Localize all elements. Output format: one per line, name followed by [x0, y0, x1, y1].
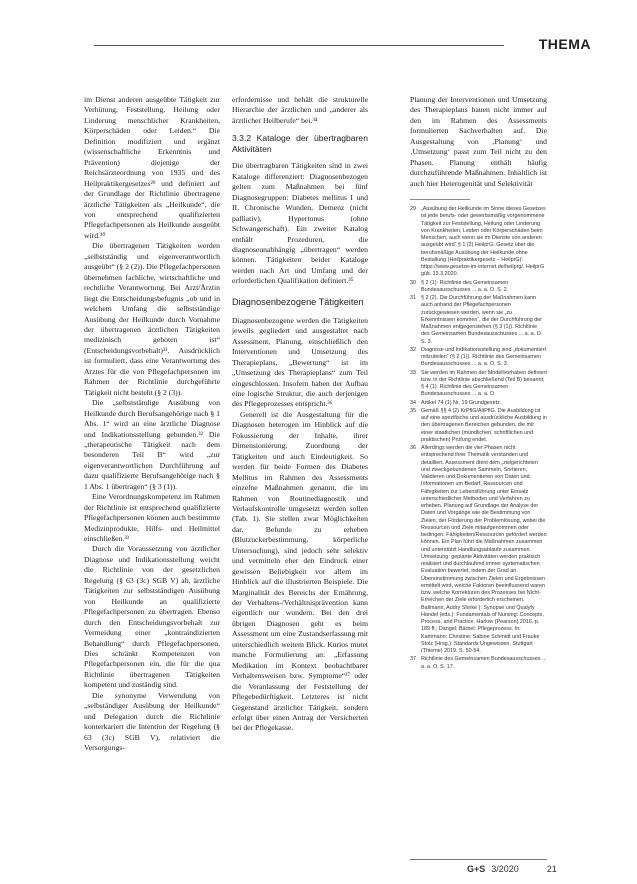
footnote-number: 36: [410, 445, 416, 452]
paragraph: im Dienst anderen ausgeübte Tätigkeit zur Verhütung, Feststellung, Heilung oder Linderung menschlicher Krankheiten, Körperschäden oder Leiden.“ Die Definition modifiziert und ergänzt (wissenschaftliche Erkenntnis und Prävention) diejenige der Reichsärzteordnung von 1935 und des Heilpraktikergesetzes²⁹ und definiert auf der Grundlage der Richtlinie übertragene ärztliche Tätigkeiten als „Heilkunde“, die von entsprechend qualifizierten Pflegefachpersonen als Heilkunde ausgeübt wird.³⁰: [84, 95, 220, 240]
footnote-number: 35: [410, 407, 416, 414]
footnote-number: 29: [410, 206, 416, 213]
paragraph: Die übertragenen Tätigkeiten werden „selbstständig und eigenverantwortlich ausgeübt“ (§ 2 (2)). Die Pflegefachpersonen übernehmen fachliche, wirtschaftliche und rechtliche Verantwortung. Bei Arzt/Ärztin liegt die Entscheidungsbefugnis „ob und in welchem Umfang die selbstständige Ausübung der Heilkunde durch Vornahme der übertragenen ärztlichen Tätigkeiten medizinisch geboten ist“ (Entscheidungsvorbehalt)³¹. Ausdrücklich ist formuliert, dass eine Verantwortung des Arztes für die von Pflegefachpersonen im Rahmen der Richtlinie durchgeführte Tätigkeit nicht besteht (§ 2 (3)).: [84, 241, 220, 397]
paragraph: Diagnosenbezogene werden die Tätigkeiten jeweils gegliedert und ausgestaltet nach Assessment, Planung, einschließlich den Interventionen und Umsetzung des Therapieplans, „Bewertung“ ist im „Umsetzung des Therapieplans“ zum Teil eingeschlossen. Insofern haben der Aufbau eine logische Struktur, die auch derjenigen des Pflegeprozesses entspricht.³⁶: [232, 315, 368, 409]
footnote-number: 37: [410, 656, 416, 663]
paragraph: Die „selbstständige Ausübung von Heilkunde durch Berufsangehörige nach § 1 Abs. 1“ wird an eine ärztliche Diagnose und Indikationsstellung gebunden.³² Die „therapeutische Tätigkeit nach dem besonderen Teil B“ wird „zur eigenverantwortlichen Durchführung auf dazu qualifizierte Berufsangehörige nach § 1 Abs. 1 übertragen“ (§ 3 (1)).: [84, 398, 220, 491]
footnote-number: 34: [410, 399, 416, 406]
footnote-text: Diagnose und Indikationsstellung sind „dokumentiert mitzuteilen“ (§ 2 (1)). Richtlinie des Gemeinsamen Bundesausschusses ... a. a. O. S. 3.: [421, 346, 546, 368]
footnote-text: § 2 (2). Die Durchführung der Maßnahmen kann auch anhand der Pflegefachpersonen zurückgewiesen werden, wenn sie „zu Erkenntnissen kommen“, die der Durchführung der Maßnahmen entgegenstehen (§ 3 (1)). Richtlinie des Gemeinsamen Bundesausschusses ... a. a. O. S. 3.: [421, 295, 543, 345]
subheading-diagnosenbezogene: Diagnosenbezogene Tätigkeiten: [232, 296, 364, 307]
issue-number: 3/2020: [491, 864, 519, 874]
footer-rule: [410, 859, 547, 860]
footnote: [410, 206, 547, 279]
column-left: [84, 95, 220, 754]
subheading-kataloge: 3.3.2 Kataloge der übertragbaren Aktivitäten: [232, 133, 368, 155]
paragraph: Generell ist die Ausgestaltung für die Diagnosen heterogen im Hinblick auf die Fokussierung der Inhalte, ihrer Dimensionierung, Zuordnung der Tätigkeiten und auch Eindeutigkeit. So werden für beide Formen des Diabetes Mellitus im Rahmen des Assessments einzelne Maßnahmen genannt, die im Rahmen von Routinediagnostik und Verlaufskontrolle umgesetzt werden sollen (Tab. 1). Sie stellen zwar Möglichkeiten dar, Befunde zu erheben (Blutzuckerbestimmung, körperliche Untersuchung), sind jedoch sehr selektiv und vermitteln eher den Eindruck einer gewissen Beliebigkeit vor allem im Hinblick auf die illustrierten Beispiele. Die Marginalität des Bereichs der Ernährung, der Verhaltens-/Verhältnisprävention kann eigentlich nur wundern. Bei den drei übrigen Diagnosen geht es beim Assessment um eine Zustandserfassung mit unterschiedlich weitem Blick. Kurios mutet manche Formulierung an: „Erfassung Medikation im Kontext beobachtbarer Verhaltensweisen bzw. Symptome“³⁷ oder die Veranlassung der Feststellung der Pflegebedürftigkeit. Letzteres ist nicht Gegenstand ärztlicher Tätigkeit, sondern erfolgt über einen Antrag der Versicherten bei der Pflegekasse.: [232, 409, 368, 733]
page-number: 21: [546, 864, 557, 874]
footnote: [410, 445, 547, 655]
footnote-text: § 2 (1): Richtlinie des Gemeinsamen Bundesausschusses ... a. a. O. S. 2.: [421, 279, 509, 293]
footnote-rule: [410, 199, 470, 200]
footnote: [410, 295, 547, 346]
footnote-text: „Ausübung der Heilkunde im Sinne dieses Gesetzes ist jede berufs- oder gewerbsmäßig vorgenommene Tätigkeit zur Feststellung, Heilung oder Linderung von Krankheiten, Leiden oder Körperschäden beim Menschen, auch wenn sie im Dienste von anderen ausgeübt wird“ § 1 (2) HeilprG. Gesetz über die berufsmäßige Ausübung der Heilkunde ohne Bestallung (Heilpraktikergesetz – HeilprG): https://www.gesetze-im-internet.de/heilprg/. HeilprG gült. 13.3.2020.: [421, 206, 546, 278]
header-rule: [94, 45, 504, 46]
footnote: [410, 408, 547, 444]
footnote: [410, 280, 547, 295]
paragraph: Eine Verordnungskompetenz im Rahmen der Richtlinie ist entsprechend qualifizierte Pflegefachpersonen können auch bestimmte Medizinprodukte, Hilfs- und Heilmittel einschließen.³³: [84, 492, 220, 544]
footnotes: [410, 206, 547, 671]
footnote-text: Richtlinie des Gemeinsamen Bundesausschusses ... a. a. O. S. 17.: [421, 656, 547, 670]
footnote-number: 32: [410, 346, 416, 353]
column-right-intro: Planung der Interventionen und Umsetzung des Therapieplans bauen nicht immer auf den im Rahmen des Assessments formulierten Sachverhalten auf. Die Ausgestaltung von ‚Planung‘ und ‚Umsetzung‘ passt zum Teil nicht zu den Phasen. Planung enthält häufig durchzuführende Maßnahmen. Inhaltlich ist auch hier Heterogenität und Selektivität: [410, 95, 547, 188]
column-middle: [232, 95, 368, 734]
footnote-text: Sie werden im Rahmen der Modellvorhaben definiert bzw. in der Richtlinie abschließend (Teil B) benannt; § 4 (1). Richtlinie des Gemeinsamen Bundesausschusses ... a. a. O.: [421, 369, 547, 398]
footnote-number: 30: [410, 279, 416, 286]
column-right: [410, 95, 547, 672]
page-footer: [467, 864, 557, 874]
footnote: [410, 370, 547, 399]
paragraph: Die synonyme Verwendung von „selbständiger Ausübung der Heilkunde“ und Delegation durch die Richtlinie konterkariert die Intention der Regelung (§ 63 (3c) SGB V), relativiert die Versorgungs-: [84, 690, 220, 753]
footnote: [410, 347, 547, 369]
footnote-text: Artikel 74 (1) Nr. 19 Grundgesetz.: [421, 399, 502, 406]
footnote-text: Allerdings werden die vier Phasen nicht entsprechend ihrer Thematik verstanden und detailliert. Assessment dient dem „zielgerichteten und zweckgebundenen Sammeln, Sortieren, Validieren und Dokumentieren von Daten und Informationen um Bedarf, Ressourcen und Fähigkeiten zur Lebensführung unter Einsatz unterschiedlicher Methoden und Verfahren zu erheben. Planung auf Grundlage der Analyse der Daten und Vorgänge wie die Bestimmung von Zielen, der Förderung der Problemlösung, wobei die Ressourcen und Ziele mitaufgenommen oder bedingen. Fähigkeiten/Ressourcen gefördert werden können. Ein Plan führt die Maßnahmen zusammen und unterstützt Handlungsabläufe zusammen. Umsetzung: geplante Aktivitäten werden praktisch realisiert und durchlaufend immer systematischen Evaluation bewertet, indem der Grad an Übereinstimmung zwischen Zielen und Ergebnissen ermittelt wird, welche Faktoren beeinflussend waren bzw. welche Korrekturen des Prozesses bei Nicht-Erreichen der Ziele erforderlich erscheinen. Ballmann, Audry Shirke ): Synopse und Qualyfy Handel (eds.): Fundamentals of Nursing: Concepts, Process, and Practice. Harlow (Pearson) 2016, p. 189 ff.; Dangel: Bärbel: Pflegeprozess. In: Kammann: Christine; Sabine Schmidt und Frauke Stolz (Hrsg.): Standards Ungewissen. Stuttgart (Thieme) 2019. S. 50-54.: [421, 445, 547, 655]
diagnosenbezogene-body: [232, 316, 368, 734]
paragraph: Die übertragbaren Tätigkeiten sind in zwei Kataloge differenziert: Diagnosenbezogen gelten zum Maßnahmen bei fünf Diagnosegruppen: Diabetes mellitus I und II, Chronische Wunden, Demenz (nicht palliativ), Hypertonus (ohne Schwangerschaft). Ein zweiter Katalog enthält Prozeduren, die diagnoseunabhängig „übertragen“ werden können. Tätigkeiten beider Kataloge werden nach Art und Umfang und der erforderlichen Qualifikation definiert.³⁵: [232, 161, 368, 286]
paragraph: Durch die Voraussetzung von ärztlicher Diagnose und Indikationsstellung weicht die Richtlinie von der gesetzlichen Regelung (§ 63 (3c) SGB V) ab, ärztliche Tätigkeiten zur selbstständigen Ausübung von Heilkunde an qualifizierte Pflegefachpersonen zu übertragen. Ebenso durch den Entscheidungsvorbehalt zur Vermeidung einer „kontraindizierten Behandlung“ durch Pflegefachpersonen. Dies schränkt Kompetenzen von Pflegefachpersonen ein, die für die qua Richtlinie übertragenen Tätigkeiten kompetent und zuständig sind.: [84, 544, 220, 690]
footnote: [410, 400, 547, 407]
footnote-text: Gemäß §§ 4 (2) KrPflG/AltPflG. Die Ausbildung ist auf eine spezifische und ausdrückliche Ausbildung in den übertragenen Bereichen gebunden, die mit einer staatlichen (mündlichen, schriftlichen und praktischen) Prüfung endet.: [421, 407, 547, 443]
kataloge-body: [232, 161, 368, 286]
footnote-number: 31: [410, 295, 416, 302]
section-title: THEMA: [538, 36, 591, 52]
journal-name: G+S: [467, 864, 486, 874]
footnote-number: 33: [410, 369, 416, 376]
footnote: [410, 656, 547, 671]
column-middle-intro: erfordernisse und behält die strukturelle Hierarchie der ärztlichen und „anderer als ärztlicher Heilberufe“ bei.³⁴: [232, 95, 368, 125]
